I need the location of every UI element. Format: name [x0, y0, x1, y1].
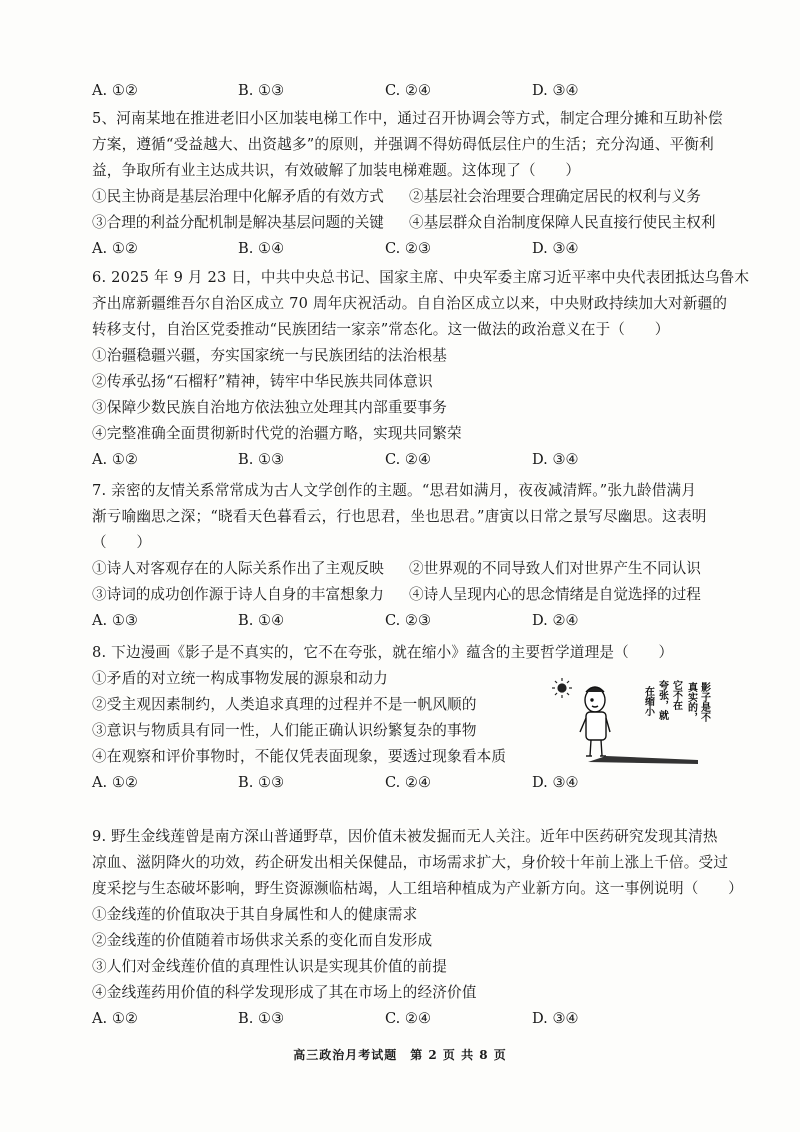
option-b[interactable]: B. ①④ — [238, 612, 285, 629]
option-c[interactable]: C. ②④ — [385, 1010, 432, 1027]
q5-stem-line: 方案，遵循“受益越大、出资越多”的原则，并强调不得妨碍低层住户的生活；充分沟通、平衡利 — [92, 136, 714, 153]
q7-statement-row — [92, 556, 732, 582]
q6-stem-line: 齐出席新疆维吾尔自治区成立 70 周年庆祝活动。自自治区成立以来，中央财政持续加大对新疆的 — [92, 295, 728, 312]
q4-options — [92, 78, 732, 104]
q9-stem-line: 度采挖与生态破坏影响，野生资源濒临枯竭，人工组培种植成为产业新方向。这一事例说明（ ） — [92, 880, 743, 897]
q9-statement-3: ③人们对金线莲价值的真理性认识是实现其价值的前提 — [92, 958, 448, 975]
option-a[interactable]: A. ①② — [92, 82, 138, 99]
shadow-shape — [588, 756, 698, 764]
option-b[interactable]: B. ①③ — [238, 451, 285, 468]
q8-statement-1: ①矛盾的对立统一构成事物发展的源泉和动力 — [92, 670, 388, 687]
option-a[interactable]: A. ①② — [92, 774, 138, 791]
cartoon-text: 它不在 — [670, 680, 682, 710]
option-b[interactable]: B. ①③ — [238, 1010, 285, 1027]
option-a[interactable]: A. ①③ — [92, 612, 138, 629]
option-c[interactable]: C. ②④ — [385, 82, 432, 99]
q5-statement-3: ③合理的利益分配机制是解决基层问题的关键 — [92, 214, 384, 231]
cartoon-text: 真实的， — [685, 682, 697, 722]
q9-stem-line: 9. 野生金线莲曾是南方深山普通野草，因价值未被发掘而无人关注。近年中医药研究发现其清热 — [92, 828, 718, 845]
q9-options — [92, 1006, 732, 1032]
option-c[interactable]: C. ②③ — [385, 612, 432, 629]
q6-statement-1: ①治疆稳疆兴疆，夯实国家统一与民族团结的法治根基 — [92, 347, 448, 364]
q9-statement-2: ②金线莲的价值随着市场供求关系的变化而自发形成 — [92, 932, 433, 949]
option-d[interactable]: D. ③④ — [532, 451, 579, 468]
q4-options-block — [92, 78, 732, 104]
option-c[interactable]: C. ②④ — [385, 451, 432, 468]
q7-statement-2: ②世界观的不同导致人们对世界产生不同认识 — [409, 560, 701, 577]
q5-options — [92, 236, 732, 262]
q9-statement-4: ④金线莲药用价值的科学发现形成了其在市场上的经济价值 — [92, 984, 477, 1001]
question-7 — [92, 478, 732, 634]
option-a[interactable]: A. ①② — [92, 451, 138, 468]
cartoon-text: 在缩小 — [642, 686, 654, 716]
q8-options — [92, 770, 732, 796]
option-a[interactable]: A. ①② — [92, 1010, 138, 1027]
q6-stem-line: 6. 2025 年 9 月 23 日，中共中央总书记、国家主席、中央军委主席习近平率中央代表团抵达乌鲁木 — [92, 269, 750, 286]
q8-stem-line: 8. 下边漫画《影子是不真实的，它不在夸张，就在缩小》蕴含的主要哲学道理是（ ） — [92, 644, 674, 661]
question-9 — [92, 824, 743, 1032]
q7-statement-4: ④诗人呈现内心的思念情绪是自觉选择的过程 — [409, 586, 701, 603]
shadow-cartoon-illustration — [548, 668, 718, 768]
question-6 — [92, 265, 750, 473]
q6-statement-4: ④完整准确全面贯彻新时代党的治疆方略，实现共同繁荣 — [92, 425, 462, 442]
option-d[interactable]: D. ③④ — [532, 240, 579, 257]
q5-statement-row — [92, 184, 732, 210]
question-5 — [92, 106, 732, 262]
q7-statement-1: ①诗人对客观存在的人际关系作出了主观反映 — [92, 560, 384, 577]
option-d[interactable]: D. ③④ — [532, 774, 579, 791]
q7-statement-row — [92, 582, 732, 608]
cartoon-text: 影子是不 — [698, 682, 710, 722]
q5-statement-4: ④基层群众自治制度保障人民直接行使民主权利 — [409, 214, 716, 231]
option-a[interactable]: A. ①② — [92, 240, 138, 257]
q5-statement-2: ②基层社会治理要合理确定居民的权利与义务 — [409, 188, 701, 205]
q7-stem-line: （ ） — [92, 534, 152, 551]
q7-stem-line: 渐亏喻幽思之深；“晓看天色暮看云，行也思君，坐也思君。”唐寅以日常之景写尽幽思。这表明 — [92, 508, 707, 525]
option-b[interactable]: B. ①③ — [238, 774, 285, 791]
sun-icon — [552, 678, 572, 698]
q7-stem-line: 7. 亲密的友情关系常常成为古人文学创作的主题。“思君如满月，夜夜减清辉。”张九龄借满月 — [92, 482, 697, 499]
option-d[interactable]: D. ③④ — [532, 1010, 579, 1027]
q5-statement-row — [92, 210, 732, 236]
q8-statement-4: ④在观察和评价事物时，不能仅凭表面现象，要透过现象看本质 — [92, 748, 507, 765]
q6-options — [92, 447, 732, 473]
q9-stem-line: 凉血、滋阴降火的功效，药企研发出相关保健品，市场需求扩大，身价较十年前上涨上千倍。受过 — [92, 854, 729, 871]
q7-options — [92, 608, 732, 634]
person-figure — [580, 687, 610, 756]
cartoon-text: 夸张，就 — [656, 680, 668, 720]
q9-statement-1: ①金线莲的价值取决于其自身属性和人的健康需求 — [92, 906, 418, 923]
q8-statement-3: ③意识与物质具有同一性，人们能正确认识纷繁复杂的事物 — [92, 722, 477, 739]
option-d[interactable]: D. ③④ — [532, 82, 579, 99]
option-d[interactable]: D. ②④ — [532, 612, 579, 629]
option-c[interactable]: C. ②④ — [385, 774, 432, 791]
q5-statement-1: ①民主协商是基层治理中化解矛盾的有效方式 — [92, 188, 384, 205]
cartoon-handwritten-text — [643, 679, 711, 723]
option-b[interactable]: B. ①③ — [238, 82, 285, 99]
q6-statement-2: ②传承弘扬“石榴籽”精神，铸牢中华民族共同体意识 — [92, 373, 433, 390]
option-b[interactable]: B. ①④ — [238, 240, 285, 257]
q6-statement-3: ③保障少数民族自治地方依法独立处理其内部重要事务 — [92, 399, 448, 416]
q5-stem-line: 5、河南某地在推进老旧小区加装电梯工作中，通过召开协调会等方式，制定合理分摊和互助补偿 — [92, 110, 723, 127]
q6-stem-line: 转移支付，自治区党委推动“民族团结一家亲”常态化。这一做法的政治意义在于（ ） — [92, 321, 670, 338]
q7-statement-3: ③诗词的成功创作源于诗人自身的丰富想象力 — [92, 586, 384, 603]
q5-stem-line: 益，争取所有业主达成共识，有效破解了加装电梯难题。这体现了（ ） — [92, 162, 581, 179]
page-footer: 高三政治月考试题 第 2 页 共 8 页 — [293, 1048, 507, 1062]
q8-statement-2: ②受主观因素制约，人类追求真理的过程并不是一帆风顺的 — [92, 696, 477, 713]
option-c[interactable]: C. ②③ — [385, 240, 432, 257]
